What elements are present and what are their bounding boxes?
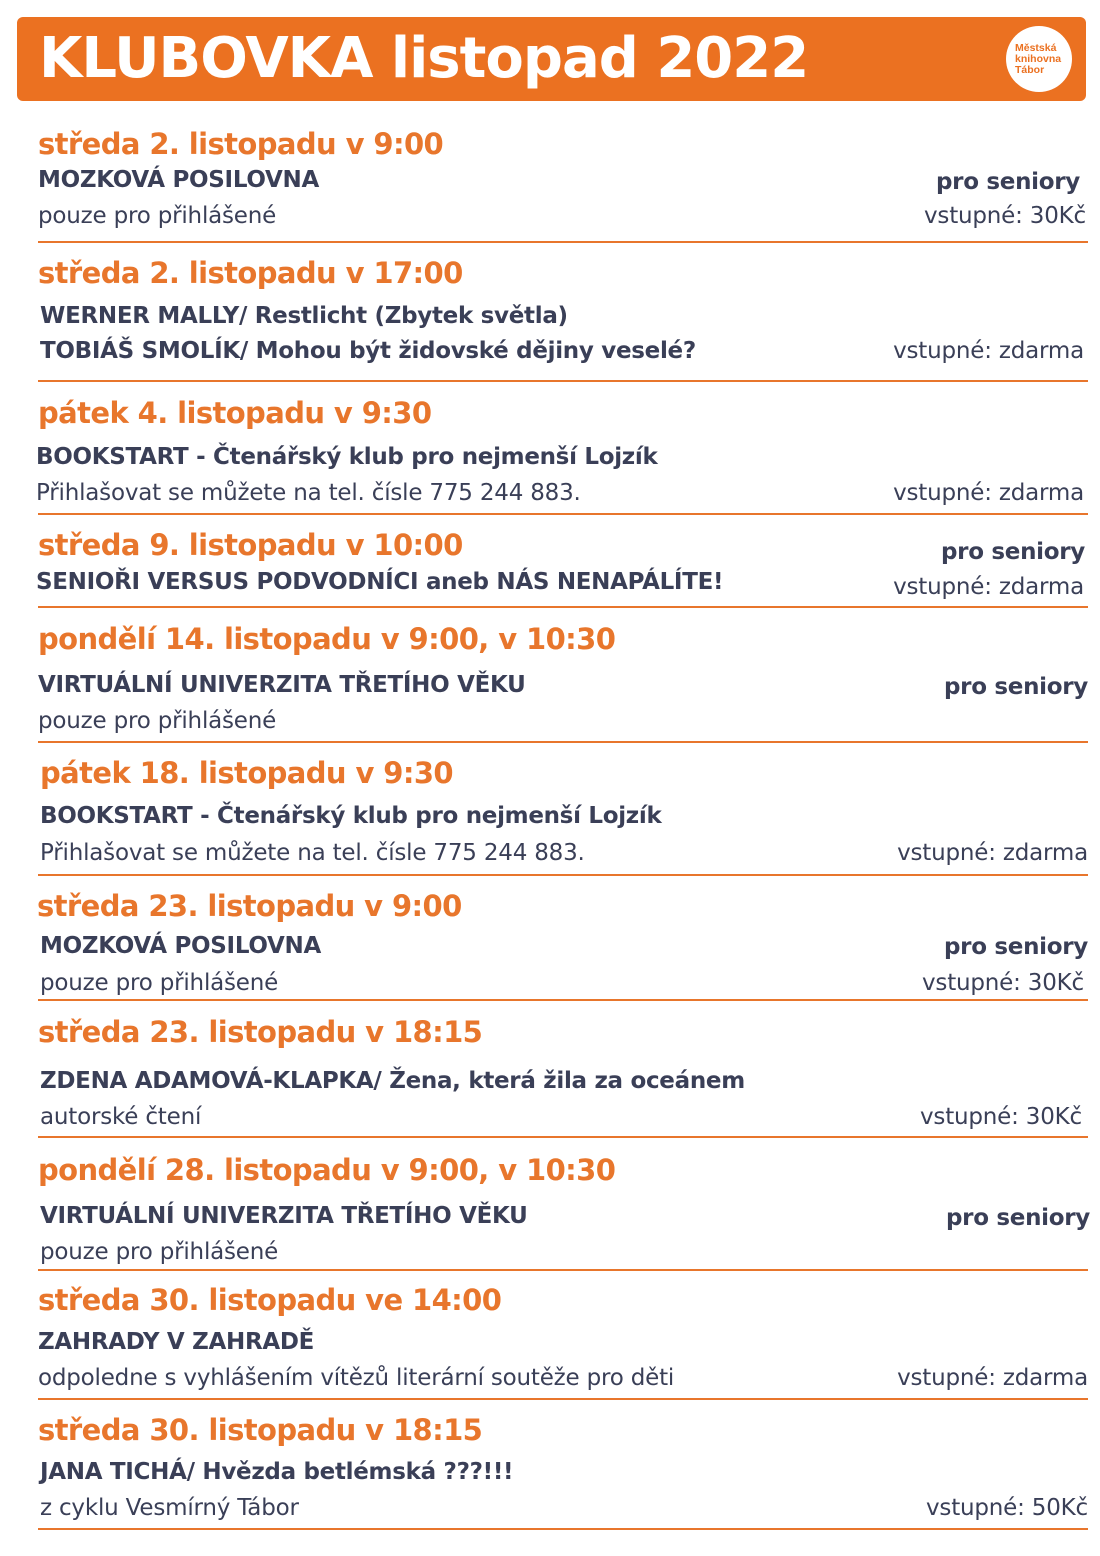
event-subtitle: pouze pro přihlášené xyxy=(38,203,277,229)
event-date: středa 30. listopadu v 18:15 xyxy=(38,1413,483,1447)
event-date: středa 30. listopadu ve 14:00 xyxy=(38,1283,502,1317)
event-audience: pro seniory xyxy=(941,539,1085,565)
event-audience: pro seniory xyxy=(946,1205,1090,1231)
event-title: WERNER MALLY/ Restlicht (Zbytek světla) xyxy=(40,303,568,329)
event-price: vstupné: 30Kč xyxy=(920,1104,1082,1130)
event-subtitle: autorské čtení xyxy=(40,1104,202,1130)
event-item xyxy=(38,1283,1088,1400)
event-title: MOZKOVÁ POSILOVNA xyxy=(38,167,319,193)
event-title: VIRTUÁLNÍ UNIVERZITA TŘETÍHO VĚKU xyxy=(40,1203,528,1229)
event-subtitle: pouze pro přihlášené xyxy=(40,970,279,996)
event-date: středa 23. listopadu v 18:15 xyxy=(38,1015,483,1049)
event-subtitle: pouze pro přihlášené xyxy=(38,708,277,734)
event-item xyxy=(38,256,1088,382)
event-price: vstupné: 50Kč xyxy=(926,1495,1088,1521)
event-title: ZDENA ADAMOVÁ-KLAPKA/ Žena, která žila za oceánem xyxy=(40,1068,745,1094)
logo-line: Tábor xyxy=(1015,63,1045,76)
event-title: VIRTUÁLNÍ UNIVERZITA TŘETÍHO VĚKU xyxy=(38,672,526,698)
page-title: KLUBOVKA listopad 2022 xyxy=(39,26,809,91)
event-price: vstupné: 30Kč xyxy=(924,203,1086,229)
event-item xyxy=(38,1153,1088,1271)
event-title: JANA TICHÁ/ Hvězda betlémská ???!!! xyxy=(40,1459,514,1485)
event-title: MOZKOVÁ POSILOVNA xyxy=(40,933,321,959)
event-date: středa 9. listopadu v 10:00 xyxy=(38,528,463,562)
event-subtitle: pouze pro přihlášené xyxy=(40,1239,279,1265)
event-price: vstupné: zdarma xyxy=(897,840,1088,866)
event-title: SENIOŘI VERSUS PODVODNÍCI aneb NÁS NENAPÁLÍTE! xyxy=(36,569,724,595)
event-title: BOOKSTART - Čtenářský klub pro nejmenší Lojzík xyxy=(40,803,662,829)
event-item xyxy=(38,1413,1088,1530)
header-banner xyxy=(17,17,1086,101)
event-subtitle: Přihlašovat se můžete na tel. čísle 775 244 883. xyxy=(36,480,581,506)
event-price: vstupné: zdarma xyxy=(893,338,1084,364)
logo-line: Městská xyxy=(1015,41,1057,54)
event-item xyxy=(38,528,1088,608)
event-audience: pro seniory xyxy=(944,674,1088,700)
event-item xyxy=(38,1015,1088,1138)
event-title-secondary: TOBIÁŠ SMOLÍK/ Mohou být židovské dějiny veselé? xyxy=(40,338,696,364)
library-logo xyxy=(1006,26,1072,92)
event-price: vstupné: 30Kč xyxy=(922,970,1084,996)
event-price: vstupné: zdarma xyxy=(897,1365,1088,1391)
event-date: středa 23. listopadu v 9:00 xyxy=(37,889,462,923)
event-date: středa 2. listopadu v 9:00 xyxy=(38,127,444,161)
event-title: BOOKSTART - Čtenářský klub pro nejmenší Lojzík xyxy=(36,444,658,470)
logo-line: knihovna xyxy=(1015,52,1062,65)
event-date: pátek 4. listopadu v 9:30 xyxy=(38,396,432,430)
event-item xyxy=(38,127,1088,243)
event-item xyxy=(38,622,1088,743)
event-subtitle: Přihlašovat se můžete na tel. čísle 775 244 883. xyxy=(40,840,585,866)
event-date: pondělí 28. listopadu v 9:00, v 10:30 xyxy=(38,1153,616,1187)
event-title: ZAHRADY V ZAHRADĚ xyxy=(38,1329,315,1355)
event-item xyxy=(38,756,1088,876)
event-date: pondělí 14. listopadu v 9:00, v 10:30 xyxy=(38,622,616,656)
event-subtitle: z cyklu Vesmírný Tábor xyxy=(40,1495,299,1521)
event-price: vstupné: zdarma xyxy=(893,574,1084,600)
event-item xyxy=(38,396,1088,515)
event-audience: pro seniory xyxy=(944,934,1088,960)
event-price: vstupné: zdarma xyxy=(893,480,1084,506)
event-item xyxy=(38,889,1088,1001)
event-date: středa 2. listopadu v 17:00 xyxy=(38,256,463,290)
event-date: pátek 18. listopadu v 9:30 xyxy=(40,756,453,790)
event-subtitle: odpoledne s vyhlášením vítězů literární soutěže pro děti xyxy=(38,1365,675,1391)
event-audience: pro seniory xyxy=(936,169,1080,195)
